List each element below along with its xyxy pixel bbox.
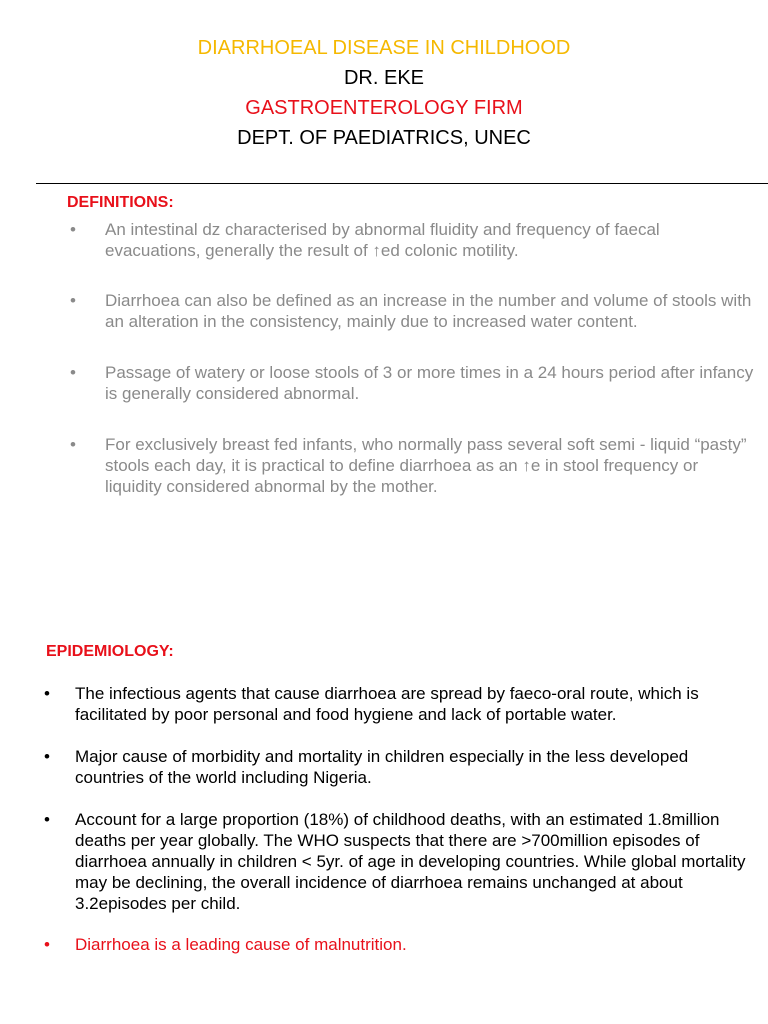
list-item-text: The infectious agents that cause diarrhoea are spread by faeco-oral route, which is facilitated by poor personal and food hygiene and lack of portable water.	[75, 684, 699, 724]
list-item-text: Major cause of morbidity and mortality in children especially in the less developed countries of the world including Nigeria.	[75, 747, 689, 787]
list-item	[64, 362, 754, 404]
bullet-icon: •	[70, 291, 76, 310]
firm-name: GASTROENTEROLOGY FIRM	[245, 97, 523, 119]
bullet-icon: •	[44, 935, 50, 954]
document-header	[0, 33, 768, 153]
bullet-icon: •	[44, 810, 50, 829]
list-item-text: Account for a large proportion (18%) of childhood deaths, with an estimated 1.8million deaths per year globally. The WHO suspects that there are >700million episodes of diarrhoea annually in children < 5yr. of age in developing countries. While global mortality may be declining, the overall incidence of diarrhoea remains unchanged at about 3.2episodes per child.	[75, 810, 746, 913]
list-item	[40, 746, 755, 788]
header-divider	[36, 183, 768, 184]
author-name: DR. EKE	[343, 67, 425, 89]
list-item-text: Passage of watery or loose stools of 3 or more times in a 24 hours period after infancy is generally considered abnormal.	[105, 363, 754, 403]
list-item	[40, 683, 755, 725]
list-item-text: For exclusively breast fed infants, who normally pass several soft semi - liquid “pasty” stools each day, it is practical to define diarrhoea as an ↑e in stool frequency or liquidity considered abnormal by the mother.	[105, 435, 747, 496]
list-item-text: An intestinal dz characterised by abnormal fluidity and frequency of faecal evacuations, generally the result of ↑ed colonic motility.	[105, 220, 660, 260]
definitions-list	[64, 219, 754, 497]
list-item	[64, 219, 754, 261]
epidemiology-list	[40, 683, 755, 955]
bullet-icon: •	[70, 435, 76, 454]
bullet-icon: •	[44, 747, 50, 766]
list-item	[64, 434, 754, 497]
list-item	[64, 290, 754, 332]
list-item-text: Diarrhoea can also be defined as an increase in the number and volume of stools with an alteration in the consistency, mainly due to increased water content.	[105, 291, 752, 331]
epidemiology-heading: EPIDEMIOLOGY:	[46, 643, 174, 660]
bullet-icon: •	[44, 684, 50, 703]
document-title: DIARRHOEAL DISEASE IN CHILDHOOD	[197, 37, 571, 59]
department-name: DEPT. OF PAEDIATRICS, UNEC	[237, 127, 531, 149]
definitions-heading: DEFINITIONS:	[67, 194, 174, 211]
list-item-text: Diarrhoea is a leading cause of malnutrition.	[75, 935, 407, 954]
bullet-icon: •	[70, 220, 76, 239]
bullet-icon: •	[70, 363, 76, 382]
list-item-highlight	[40, 934, 755, 955]
list-item	[40, 809, 755, 914]
